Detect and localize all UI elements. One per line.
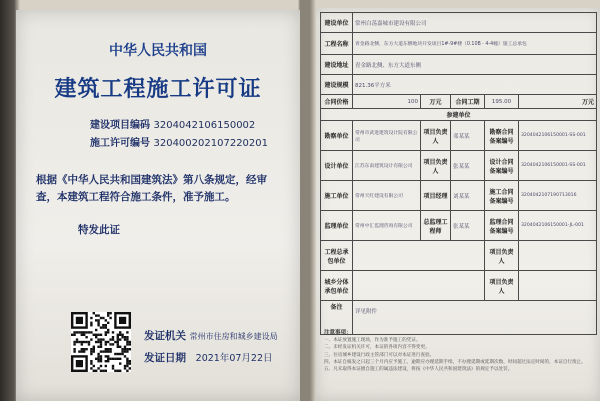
- project-value: 青金路北侧、东方大道东侧地块开发项目1#-9#楼（0.10B · 4-4幢）施工总承包: [353, 33, 597, 55]
- notes-title: 注意事项：: [324, 330, 352, 336]
- project-row: [321, 33, 597, 55]
- notes-block: [324, 330, 592, 373]
- unit-doc: 3204042107190713016: [519, 181, 597, 211]
- unit-label: 施工单位: [321, 181, 353, 211]
- unit-label: 设计单位: [321, 151, 353, 181]
- price-unit: 万元: [421, 95, 451, 109]
- unit-person: 刘某某: [451, 181, 485, 211]
- section-header: 参建单位: [321, 109, 597, 121]
- remarks-value: 详见附件: [353, 301, 597, 335]
- note-item: 二、未经发证机关许可，本证的各项内容不得变更。: [324, 345, 430, 351]
- unit-row: [321, 211, 597, 241]
- issue-authority-value: 常州市住房和城乡建设局: [189, 332, 278, 341]
- qr-code: [71, 312, 131, 372]
- scale-value: 821.36平方米: [353, 75, 597, 95]
- unit-name: 江苏东南建筑设计有限公司: [353, 151, 421, 181]
- unit-role: 项目经理: [421, 181, 451, 211]
- price-value: 100: [353, 95, 421, 109]
- unit-row: [321, 121, 597, 151]
- project-code-row: [90, 116, 255, 131]
- unit-doc: 3204042106150001-SS-001: [519, 151, 597, 181]
- unit-person: 张某某: [451, 151, 485, 181]
- extra-unit-row: [321, 241, 597, 271]
- period-unit: 万元: [519, 95, 597, 109]
- extra-unit-role: 项目负责人: [485, 271, 519, 301]
- permit-statement: 根据《中华人民共和国建筑法》第八条规定，经审查，本建筑工程符合施工条件，准予施工。: [36, 174, 267, 203]
- scale-row: [321, 75, 597, 95]
- address-label: 建设地址: [321, 55, 353, 75]
- unit-role: 项目负责人: [421, 121, 451, 151]
- extra-unit-row: [321, 271, 597, 301]
- permit-no-row: [90, 134, 268, 149]
- address-row: [321, 55, 597, 75]
- price-label: 合同价格: [321, 95, 353, 109]
- unit-name: 常州天红建设有限公司: [353, 181, 421, 211]
- unit-person: 邓某某: [451, 121, 485, 151]
- section-header-row: [321, 109, 597, 121]
- note-item: 四、本证自核发之日起三个月内应予施工，逾期应办理延期手续，不办理延期或延期次数、时间超过法定时间的，本证自行废止。: [324, 359, 586, 365]
- unit-doc: 3204042106150001-JL-001: [519, 211, 597, 241]
- unit-row: [321, 181, 597, 211]
- issue-date-value: 2021年07月22日: [195, 353, 273, 364]
- price-period-row: [321, 95, 597, 109]
- issue-authority-label: 发证机关: [144, 330, 186, 342]
- period-label: 合同工期: [451, 95, 485, 109]
- builder-value: 常州白荡嘉城市建设有限公司: [353, 13, 597, 33]
- project-label: 工程名称: [321, 33, 353, 55]
- unit-doc-label: 监理合同备案编号: [485, 211, 519, 241]
- certify-text: 特发此证: [78, 224, 120, 236]
- issue-date-row: [144, 350, 273, 365]
- unit-name: 常州市武进建筑设计院有限公司: [353, 121, 421, 151]
- extra-unit-label: 工程总承包单位: [321, 241, 353, 271]
- unit-doc-label: 勘察合同备案编号: [485, 121, 519, 151]
- address-value: 青金路北侧、东方大道东侧: [353, 55, 597, 75]
- extra-unit-label: 城乡分体承包单位: [321, 271, 353, 301]
- note-item: 三、住房城乡建设行政主管部门可以对本证进行查验。: [324, 352, 435, 358]
- unit-role: 项目负责人: [421, 151, 451, 181]
- issue-authority-row: [144, 328, 278, 343]
- period-value: 195.00: [485, 95, 519, 109]
- issuer-line: 中华人民共和国: [109, 43, 207, 59]
- unit-row: [321, 151, 597, 181]
- permit-back-page: [316, 8, 600, 401]
- builder-label: 建设单位: [321, 13, 353, 33]
- note-item: 一、本证放置施工现场，作为准予施工的凭证。: [324, 338, 421, 344]
- unit-doc-label: 施工合同备案编号: [485, 181, 519, 211]
- extra-unit-role: 项目负责人: [485, 241, 519, 271]
- unit-label: 监理单位: [321, 211, 353, 241]
- certificate-title: 建筑工程施工许可证: [54, 76, 262, 102]
- project-code-value: 3204042106150002: [153, 120, 256, 131]
- permit-front-page: [16, 10, 300, 401]
- unit-doc: 3204042106150001-SS-001: [519, 121, 597, 151]
- permit-no-value: 320400202107220201: [153, 138, 269, 149]
- issue-date-label: 发证日期: [144, 352, 186, 364]
- remarks-label: 备注: [321, 301, 353, 335]
- builder-row: [321, 13, 597, 33]
- unit-name: 常州中汇监理咨询有限公司: [353, 211, 421, 241]
- permit-detail-table: [320, 12, 597, 335]
- note-item: 五、凡未取得本证擅自施工的属违法建设，将按《中华人民共和国建筑法》的规定予以处罚。: [324, 367, 513, 373]
- scale-label: 建设规模: [321, 75, 353, 95]
- unit-person: 张某某: [451, 211, 485, 241]
- unit-doc-label: 设计合同备案编号: [485, 151, 519, 181]
- unit-role: 总监理工程师: [421, 211, 451, 241]
- permit-no-label: 施工许可编号: [90, 138, 150, 149]
- unit-label: 勘察单位: [321, 121, 353, 151]
- project-code-label: 建设项目编码: [90, 120, 150, 131]
